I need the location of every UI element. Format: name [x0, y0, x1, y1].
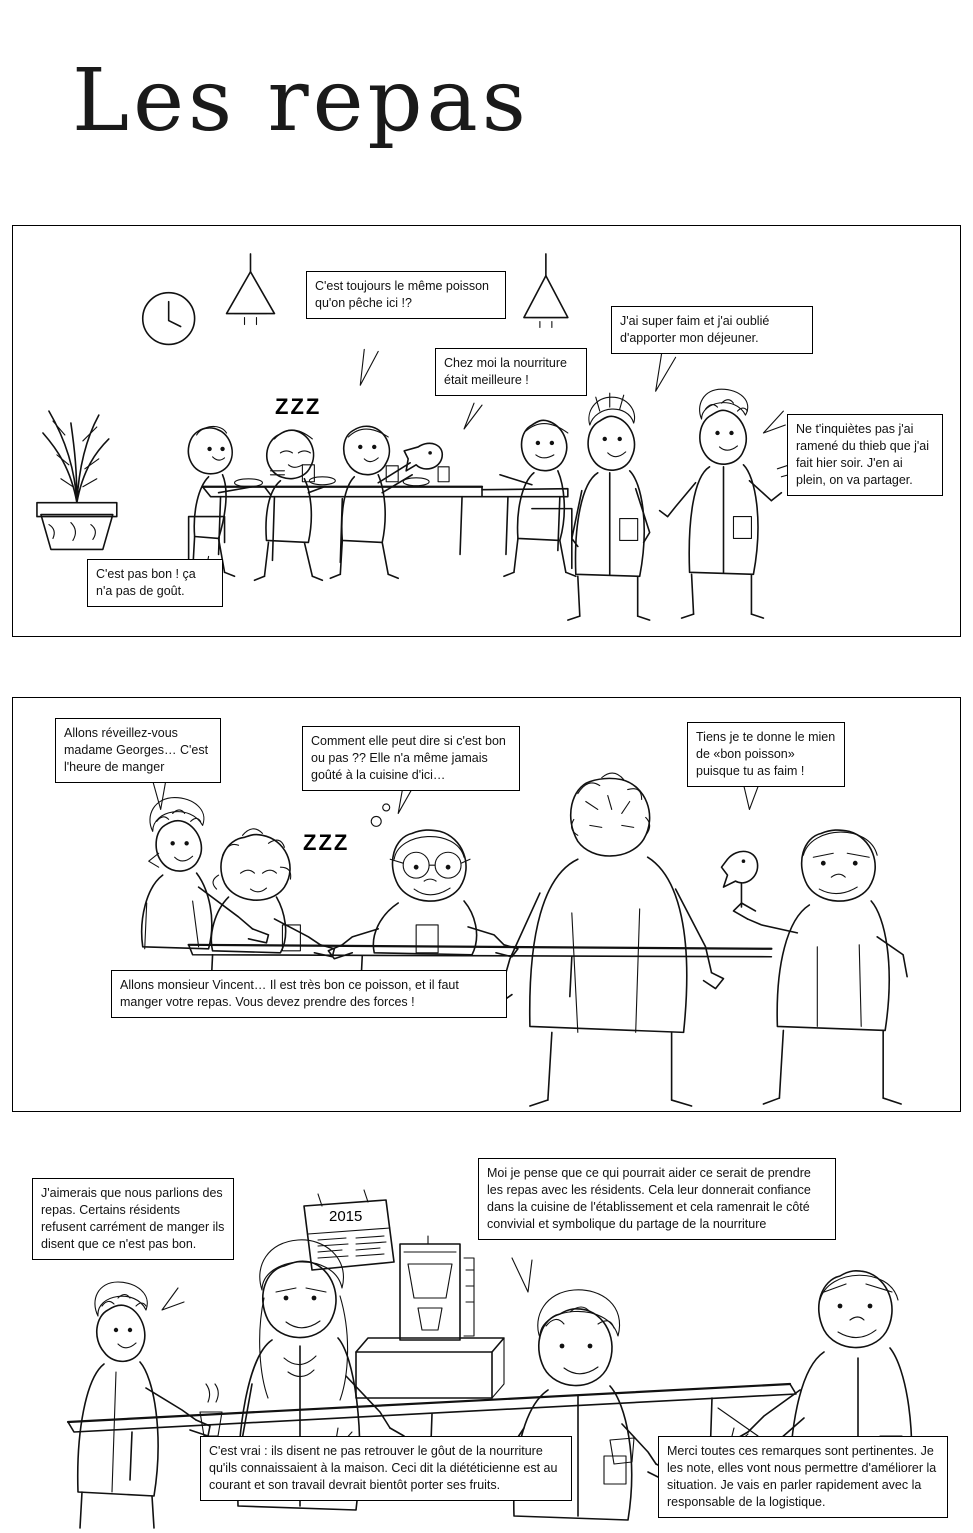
bubble-never-tasted: Comment elle peut dire si c'est bon ou pas ?? Elle n'a même jamais goûté à la cuisine d'ici… [302, 726, 520, 791]
panel-dining-room [12, 225, 961, 637]
bubble-not-good-no-taste: C'est pas bon ! ça n'a pas de goût. [87, 559, 223, 607]
bubble-monsieur-vincent: Allons monsieur Vincent… Il est très bon ce poisson, et il faut manger votre repas. Vous devez prendre des forces ! [111, 970, 507, 1018]
bubble-wake-madame-georges: Allons réveillez-vous madame Georges… C'est l'heure de manger [55, 718, 221, 783]
bubble-dietician-aware: C'est vrai : ils disent ne pas retrouver le gôut de la nourriture qu'ils connaissaient à la maison. Ceci dit la diététicienne est au courant et son travail devrait bientôt porter ses fruits. [200, 1436, 572, 1501]
bubble-thanks-remarks: Merci toutes ces remarques sont pertinentes. Je les note, elles vont nous permettre d'améliorer la situation. Je vais en parler rapidement avec la responsable de la logistique. [658, 1436, 948, 1518]
calendar-year: 2015 [329, 1208, 363, 1225]
bubble-home-food-better: Chez moi la nourriture était meilleure ! [435, 348, 587, 396]
panel-staff-meeting [12, 1140, 961, 1530]
sleep-sound: ZZZ [303, 830, 350, 855]
bubble-eat-with-residents: Moi je pense que ce qui pourrait aider ce serait de prendre les repas avec les résidents. Cela leur donnerait confiance dans la cuisine de l'établissement et cela ramenrait le côté convivial et symbolique du partage de la nourriture [478, 1158, 836, 1240]
page-title: Les repas [72, 51, 530, 151]
bubble-thieb-share: Ne t'inquiètes pas j'ai ramené du thieb que j'ai fait hier soir. J'en ai plein, on va partager. [787, 414, 943, 496]
bubble-same-fish: C'est toujours le même poisson qu'on pêche ici !? [306, 271, 506, 319]
bubble-give-my-fish: Tiens je te donne le mien de «bon poisson» puisque tu as faim ! [687, 722, 845, 787]
panel-waking-resident [12, 697, 961, 1112]
bubble-talk-about-meals: J'aimerais que nous parlions des repas. Certains résidents refusent carrément de manger ils disent que ce n'est pas bon. [32, 1178, 234, 1260]
bubble-hungry-forgot-lunch: J'ai super faim et j'ai oublié d'apporter mon déjeuner. [611, 306, 813, 354]
sleep-sound: ZZZ [275, 394, 322, 419]
